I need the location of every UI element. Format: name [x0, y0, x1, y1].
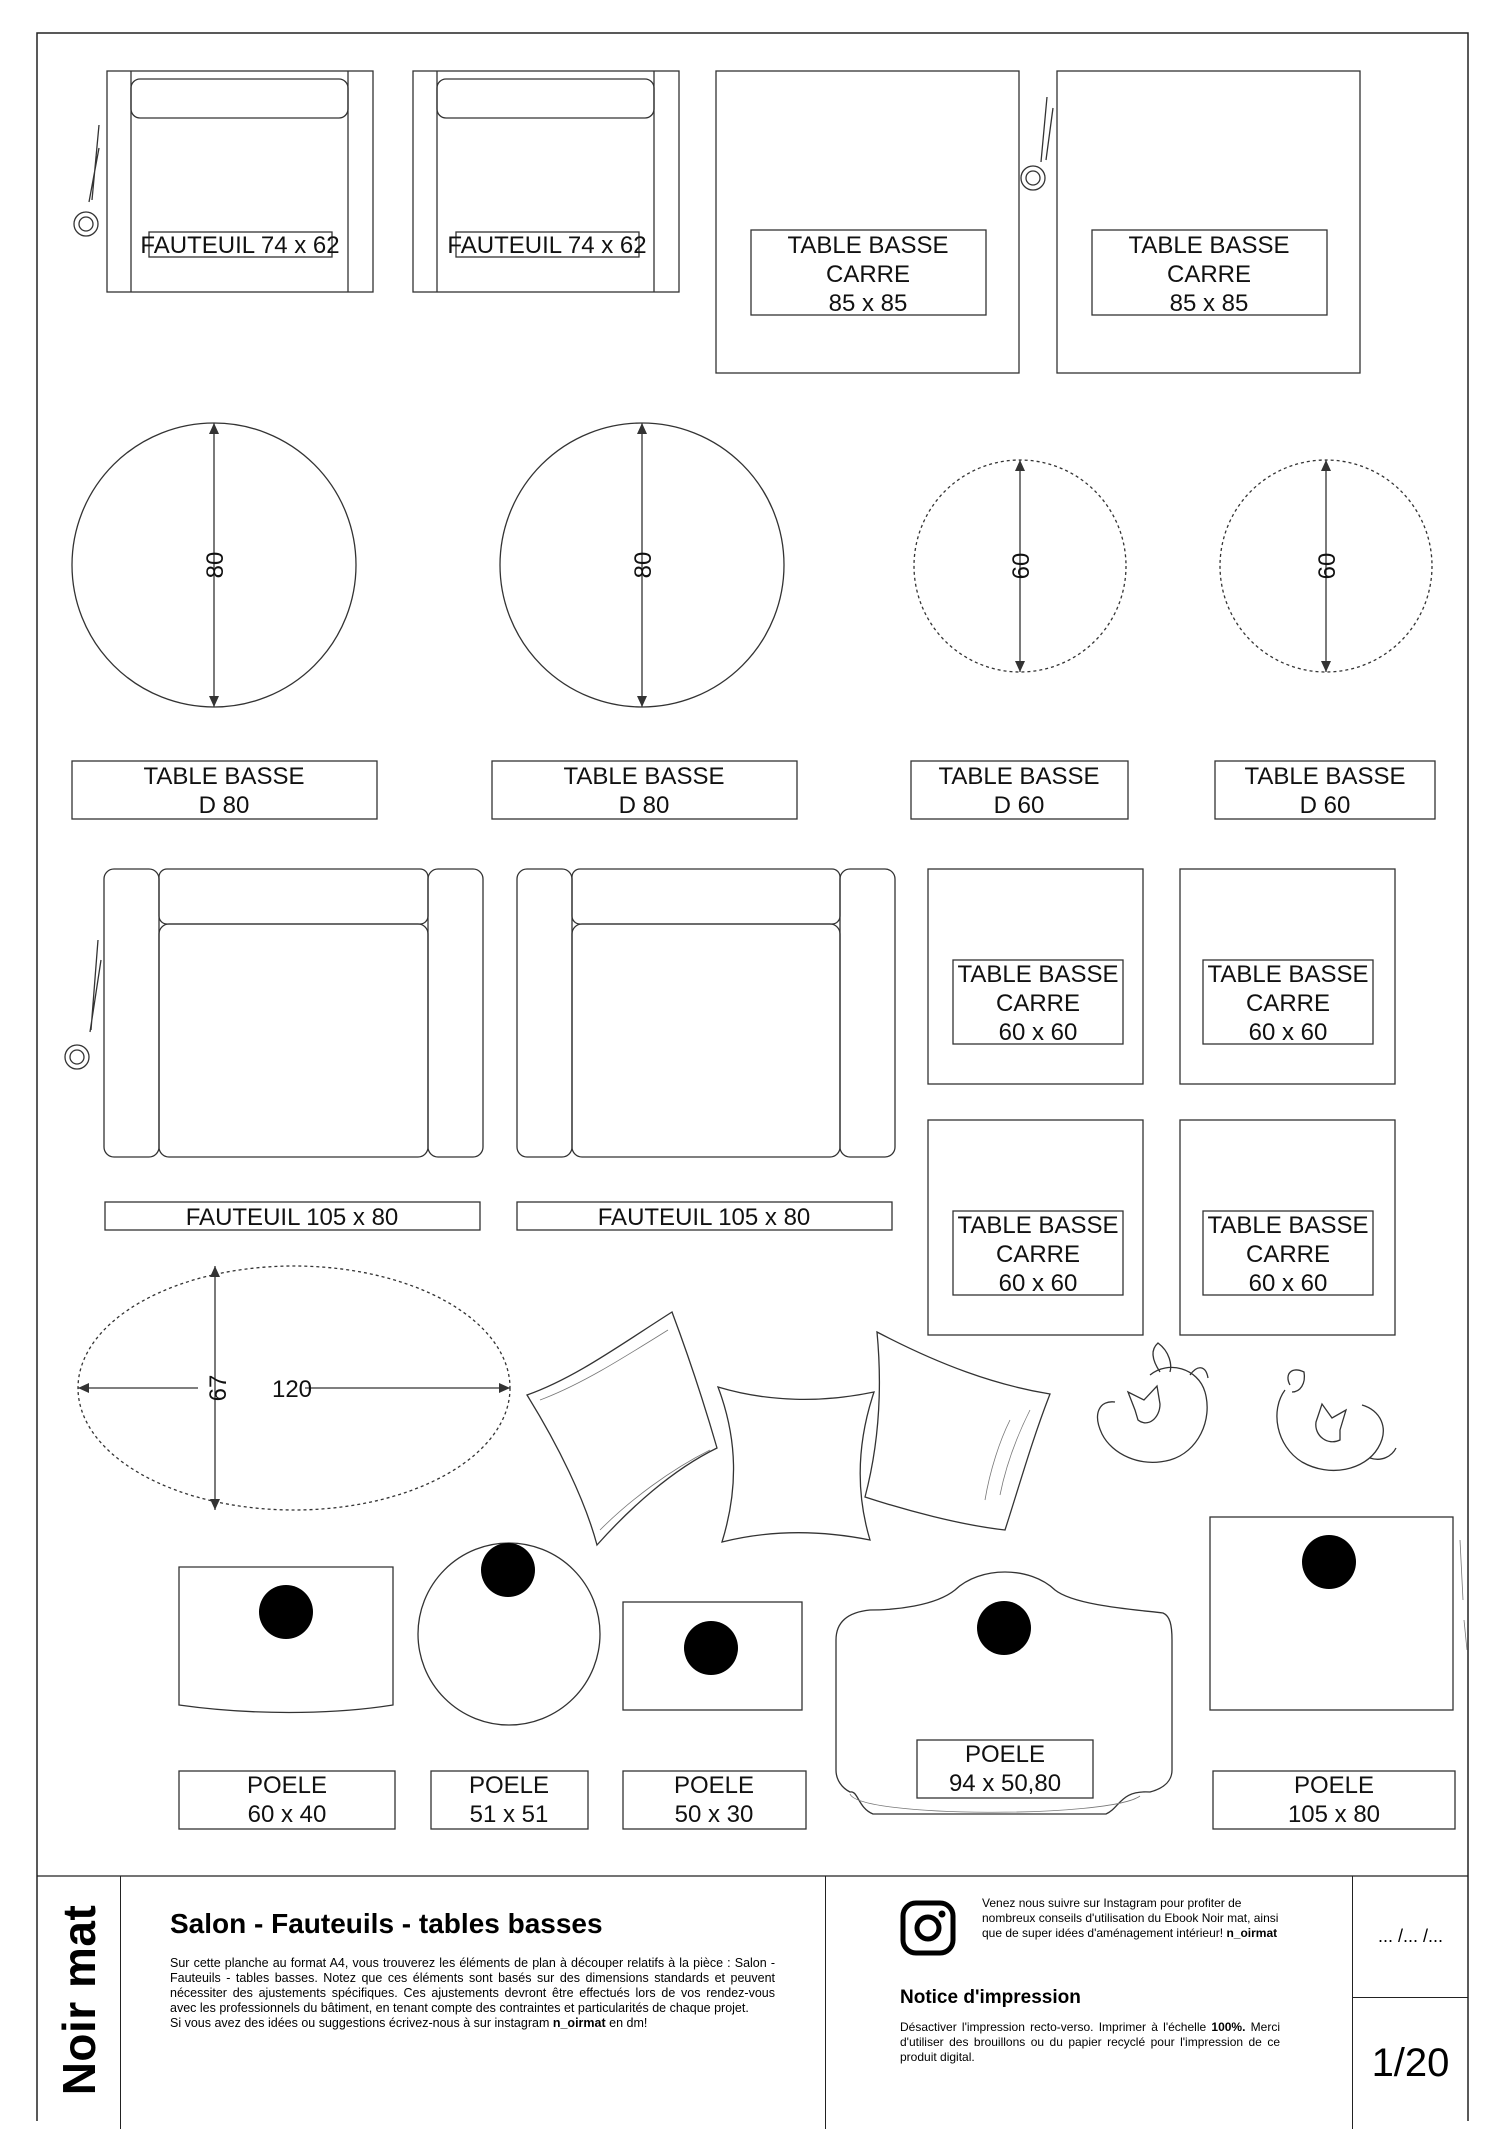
stove-flue-1: [259, 1585, 313, 1639]
label-fauteuil-74-a: FAUTEUIL 74 x 62: [140, 232, 340, 259]
label-table-d60-b-line1: TABLE BASSE: [1244, 763, 1406, 790]
instagram-icon: [900, 1900, 956, 1956]
label-table-carre-60-a-line2: CARRE: [995, 990, 1081, 1017]
print-notice-text: [900, 2020, 1280, 2065]
sheet-footer: [37, 1876, 1468, 2129]
label-table-d80-a-line1: TABLE BASSE: [143, 763, 305, 790]
label-table-carre-60-d-line3: 60 x 60: [1248, 1270, 1328, 1297]
intro-text: Sur cette planche au format A4, vous trouverez les éléments de plan à découper relatifs à la pièce : Salon - Fauteuils - tables basses. Notez que ces éléments sont basés sur des dimensions standards et peuvent nécessiter des ajustements spécifiques. Ces ajustements devront être effectués lors de vos rendez-vous avec les professionnels du bâtiment, en tenant compte des contraintes et particularités de chaque projet.: [170, 1956, 775, 2015]
cushion-c: [865, 1332, 1050, 1530]
label-table-carre-85-b-line1: TABLE BASSE: [1128, 232, 1290, 259]
label-fauteuil-105-b: FAUTEUIL 105 x 80: [597, 1204, 811, 1231]
print-notice-part1: Désactiver l'impression recto-verso. Imprimer à l'échelle: [900, 2020, 1212, 2034]
sheet-intro: [170, 1956, 775, 2031]
description-cell: [121, 1876, 826, 2129]
dim-60-a: 60: [1008, 552, 1035, 580]
door-swing-marker: [1021, 97, 1053, 190]
label-table-carre-60-b-line1: TABLE BASSE: [1207, 961, 1369, 988]
label-poele-51-line1: POELE: [468, 1772, 550, 1799]
dim-80-b: 80: [630, 551, 657, 579]
label-poele-94-line2: 94 x 50,80: [948, 1770, 1062, 1797]
label-poele-51-line2: 51 x 51: [469, 1801, 549, 1828]
label-table-d80-b-line1: TABLE BASSE: [563, 763, 725, 790]
coffee-table-square-85-a: [716, 71, 1019, 373]
print-notice-part2: Merci d'utiliser des brouillons ou du papier recyclé pour l'impression de ce produit digital.: [900, 2020, 1280, 2064]
dim-80-a: 80: [202, 551, 229, 579]
page-number: 1/20: [1371, 2040, 1450, 2085]
print-notice-scale: 100%.: [1211, 2020, 1246, 2034]
stove-flue-4: [977, 1601, 1031, 1655]
cat-a: [1098, 1343, 1208, 1462]
label-table-carre-85-a-line2: CARRE: [825, 261, 911, 288]
info-cell: [826, 1876, 1353, 2129]
label-table-carre-60-c-line3: 60 x 60: [998, 1270, 1078, 1297]
dim-oval-120: 120: [271, 1376, 313, 1403]
label-table-carre-85-a-line3: 85 x 85: [828, 290, 908, 317]
label-table-d60-b-line2: D 60: [1299, 792, 1351, 819]
sheet-title: Salon - Fauteuils - tables basses: [170, 1908, 603, 1939]
label-poele-50-line2: 50 x 30: [674, 1801, 754, 1828]
cushion-b: [718, 1387, 874, 1542]
label-table-d60-a-line2: D 60: [993, 792, 1045, 819]
cat-b: [1277, 1370, 1396, 1470]
date-page-cell: [1353, 1876, 1468, 2129]
intro-suggestion: Si vous avez des idées ou suggestions écrivez-nous à sur instagram: [170, 2016, 553, 2030]
armchair-105x80-b: [517, 869, 895, 1157]
instagram-promo-text: Venez nous suivre sur Instagram pour profiter de nombreux conseils d'utilisation du Ebook Noir mat, ainsi que de super idées d'aménagement intérieur!: [982, 1896, 1279, 1940]
label-table-carre-60-c-line2: CARRE: [995, 1241, 1081, 1268]
label-poele-60-line2: 60 x 40: [247, 1801, 327, 1828]
label-table-carre-85-b-line2: CARRE: [1166, 261, 1252, 288]
stove-flue-2: [481, 1543, 535, 1597]
stove-flue-3: [684, 1621, 738, 1675]
dim-60-b: 60: [1314, 552, 1341, 580]
label-poele-105-line2: 105 x 80: [1287, 1801, 1381, 1828]
dim-oval-67: 67: [205, 1374, 232, 1402]
label-table-d80-a-line2: D 80: [198, 792, 250, 819]
label-table-carre-60-b-line2: CARRE: [1245, 990, 1331, 1017]
label-table-carre-60-d-line2: CARRE: [1245, 1241, 1331, 1268]
print-notice-title: Notice d'impression: [900, 1987, 1081, 2008]
label-table-carre-60-d-line1: TABLE BASSE: [1207, 1212, 1369, 1239]
instagram-handle: n_oirmat: [1226, 1926, 1278, 1940]
coffee-table-square-85-b: [1057, 71, 1360, 373]
label-fauteuil-74-b: FAUTEUIL 74 x 62: [447, 232, 647, 259]
label-table-carre-85-b-line3: 85 x 85: [1169, 290, 1249, 317]
label-table-d80-b-line2: D 80: [618, 792, 670, 819]
stove-flue-5: [1302, 1535, 1356, 1589]
armchair-105x80-a: [65, 869, 483, 1157]
label-table-carre-85-a-line1: TABLE BASSE: [787, 232, 949, 259]
label-table-carre-60-c-line1: TABLE BASSE: [957, 1212, 1119, 1239]
label-poele-105-line1: POELE: [1293, 1772, 1375, 1799]
label-table-carre-60-a-line1: TABLE BASSE: [957, 961, 1119, 988]
instagram-promo: [982, 1896, 1282, 1941]
intro-suffix: en dm!: [605, 2016, 648, 2030]
brand-cell: [37, 1876, 121, 2129]
label-table-carre-60-a-line3: 60 x 60: [998, 1019, 1078, 1046]
label-poele-94-line1: POELE: [964, 1741, 1046, 1768]
label-fauteuil-105-a: FAUTEUIL 105 x 80: [185, 1204, 399, 1231]
label-poele-50-line1: POELE: [673, 1772, 755, 1799]
label-table-carre-60-b-line3: 60 x 60: [1248, 1019, 1328, 1046]
label-poele-60-line1: POELE: [246, 1772, 328, 1799]
label-table-d60-a-line1: TABLE BASSE: [938, 763, 1100, 790]
intro-instagram-handle: n_oirmat: [552, 2016, 606, 2030]
date-field: ... /... /...: [1353, 1876, 1468, 1998]
brand-logo: Noir mat: [53, 1904, 105, 2096]
